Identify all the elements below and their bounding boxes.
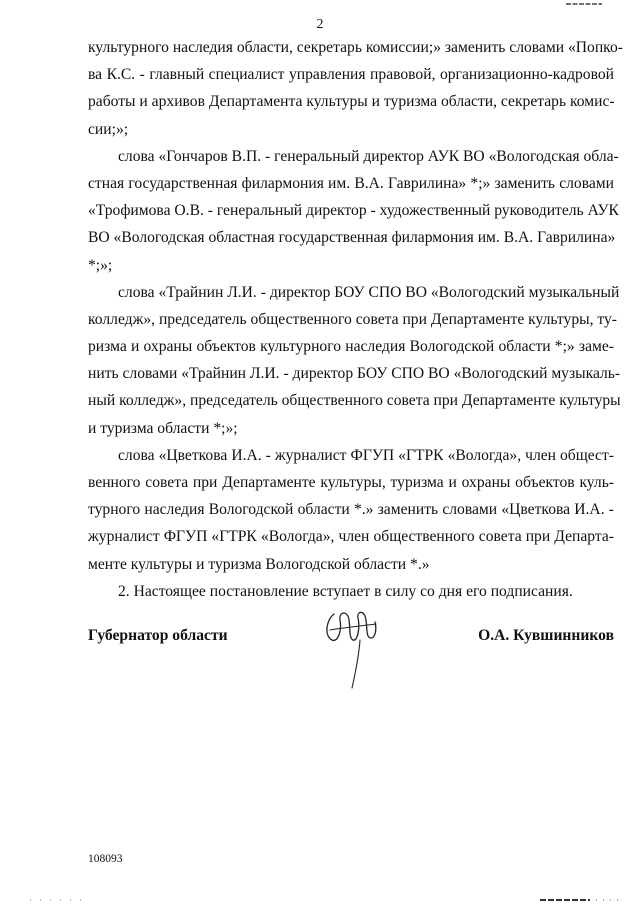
scan-mark-icon (566, 2, 602, 7)
text-line: журналист ФГУП «ГТРК «Вологда», член общественного совета при Департа- (88, 528, 614, 546)
text-line: слова «Трайнин Л.И. - директор БОУ СПО ВО «Вологодский музыкальный (118, 283, 620, 301)
text-line: венного совета при Департаменте культуры, туризма и охраны объектов куль- (88, 474, 614, 491)
text-line: 2. Настоящее постановление вступает в силу со дня его подписания. (118, 582, 573, 600)
document-number: 108093 (88, 853, 123, 865)
text-line: слова «Цветкова И.А. - журналист ФГУП «ГТРК «Вологда», член общест- (118, 446, 614, 464)
text-line: работы и архивов Департамента культуры и туризма области, секретарь комис- (88, 93, 615, 111)
text-line: ный колледж», председатель общественного совета при Департаменте культуры (88, 392, 621, 410)
text-line: «Трофимова О.В. - генеральный директор - художественный руководитель АУК (88, 202, 619, 220)
text-line: стная государственная филармония им. В.А. Гаврилина» *;» заменить словами (88, 174, 614, 192)
handwritten-signature-icon (320, 600, 380, 690)
text-line: ризма и охраны объектов культурного наследия Вологодской области *;» заме- (88, 338, 614, 356)
text-line: и туризма области *;»; (88, 419, 238, 437)
text-line: нить словами «Трайнин Л.И. - директор БОУ СПО ВО «Вологодский музыкаль- (88, 365, 621, 383)
scan-mark-icon (540, 897, 620, 903)
text-line: колледж», председатель общественного совета при Департаменте культуры, ту- (88, 310, 617, 328)
text-line: ВО «Вологодская областная государственная филармония им. В.А. Гаврилина» (88, 229, 616, 247)
scan-mark-icon (30, 897, 90, 903)
text-line: сии;»; (88, 120, 129, 138)
document-body (88, 34, 623, 605)
page-number: 2 (316, 17, 324, 32)
signatory-name: О.А. Кувшинников (478, 627, 614, 644)
signature-block (88, 618, 614, 698)
text-line: менте культуры и туризма Вологодской области *.» (88, 555, 430, 573)
text-line: культурного наследия области, секретарь комиссии;» заменить словами «Попко- (88, 39, 623, 56)
text-line: слова «Гончаров В.П. - генеральный директор АУК ВО «Вологодская обла- (118, 147, 619, 165)
text-line: *;»; (88, 256, 113, 274)
text-line: ва К.С. - главный специалист управления правовой, организационно-кадровой (88, 66, 614, 84)
text-line: турного наследия Вологодской области *.» заменить словами «Цветкова И.А. - (88, 501, 614, 519)
signatory-title: Губернатор области (88, 627, 228, 644)
